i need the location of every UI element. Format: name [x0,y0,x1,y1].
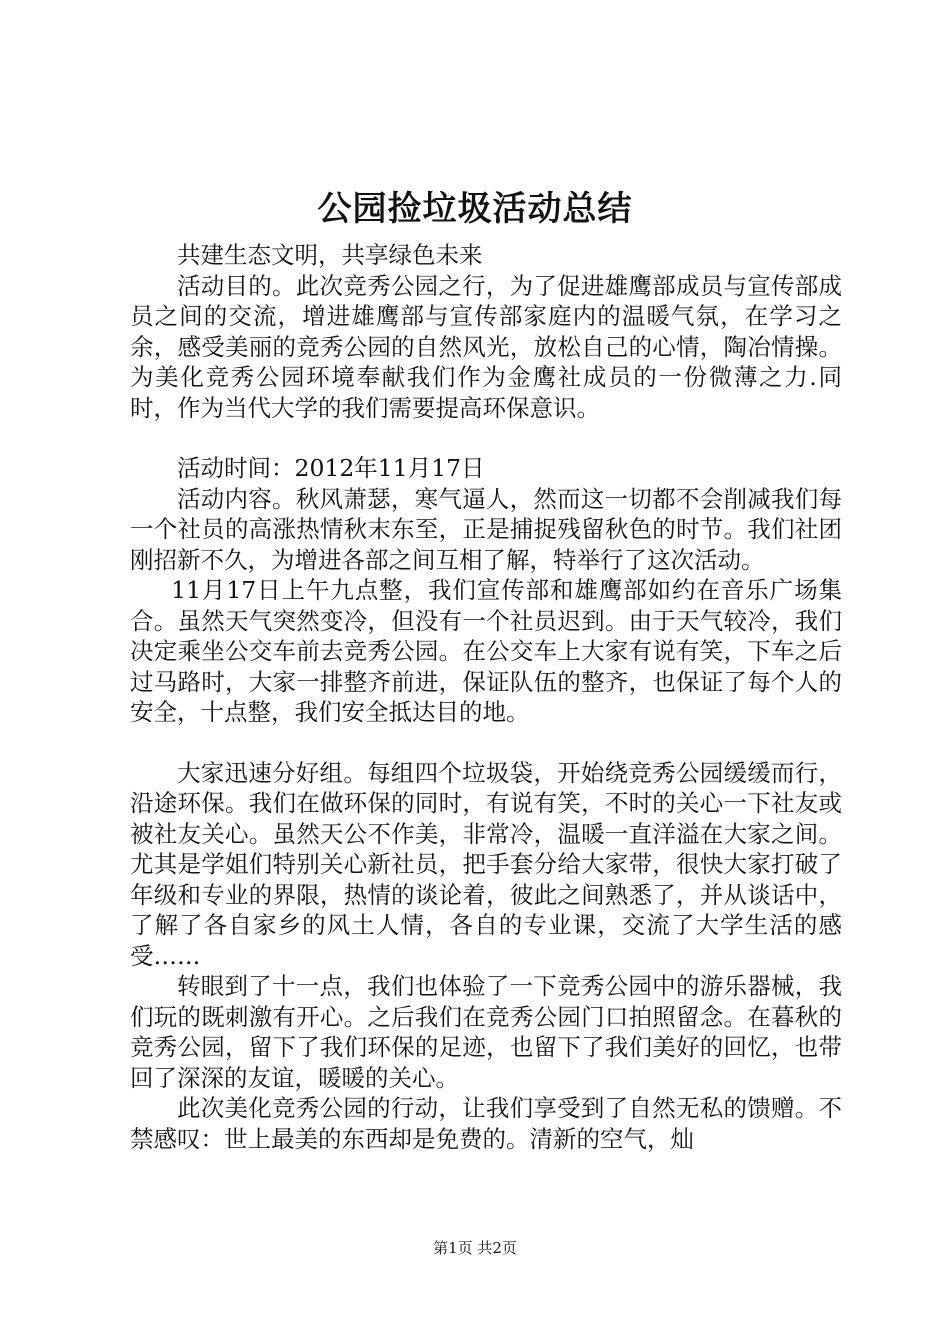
page-number: 第1页 共2页 [433,1239,517,1257]
paragraph-groups: 大家迅速分好组。每组四个垃圾袋，开始绕竞秀公园缓缓而行，沿途环保。我们在做环保的同时，有说有笑，不时的关心一下社友或被社友关心。虽然天公不作美，非常冷，温暖一直洋溢在大家之间。尤其是学姐们特别关心新社员，把手套分给大家带，很快大家打破了年级和专业的界限，热情的谈论着，彼此之间熟悉了，并从谈话中，了解了各自家乡的风土人情，各自的专业课，交流了大学生活的感受…… [130,758,842,970]
paragraph-slogan: 共建生态文明，共享绿色未来 [177,241,483,269]
document-body [130,240,842,1154]
paragraph-purpose: 活动目的。此次竞秀公园之行，为了促进雄鹰部成员与宣传部成员之间的交流，增进雄鹰部与宣传部家庭内的温暖气氛，在学习之余，感受美丽的竞秀公园的自然风光，放松自己的心情，陶冶情操。为美化竞秀公园环境奉献我们作为金鹰社成员的一份微薄之力.同时，作为当代大学的我们需要提高环保意识。 [130,271,842,422]
paragraph-time: 活动时间：2012年11月17日 [177,454,485,482]
paragraph-conclusion: 此次美化竞秀公园的行动，让我们享受到了自然无私的馈赠。不禁感叹：世上最美的东西却是免费的。清新的空气，灿 [130,1094,842,1153]
document-title: 公园捡垃圾活动总结 [317,189,633,229]
paragraph-eleven: 转眼到了十一点，我们也体验了一下竞秀公园中的游乐器械，我们玩的既刺激有开心。之后我们在竞秀公园门口拍照留念。在暮秋的竞秀公园，留下了我们环保的足迹，也留下了我们美好的回忆，也带回了深深的友谊，暖暖的关心。 [130,972,842,1092]
paragraph-content: 活动内容。秋风萧瑟，寒气逼人，然而这一切都不会削减我们每一个社员的高涨热情秋末东至，正是捕捉残留秋色的时节。我们社团刚招新不久，为增进各部之间互相了解，特举行了这次活动。 [130,484,842,574]
paragraph-gathering: 11月17日上午九点整，我们宣传部和雄鹰部如约在音乐广场集合。虽然天气突然变冷，但没有一个社员迟到。由于天气较冷，我们决定乘坐公交车前去竞秀公园。在公交车上大家有说有笑，下车之后过马路时，大家一排整齐前进，保证队伍的整齐，也保证了每个人的安全，十点整，我们安全抵达目的地。 [130,576,842,726]
